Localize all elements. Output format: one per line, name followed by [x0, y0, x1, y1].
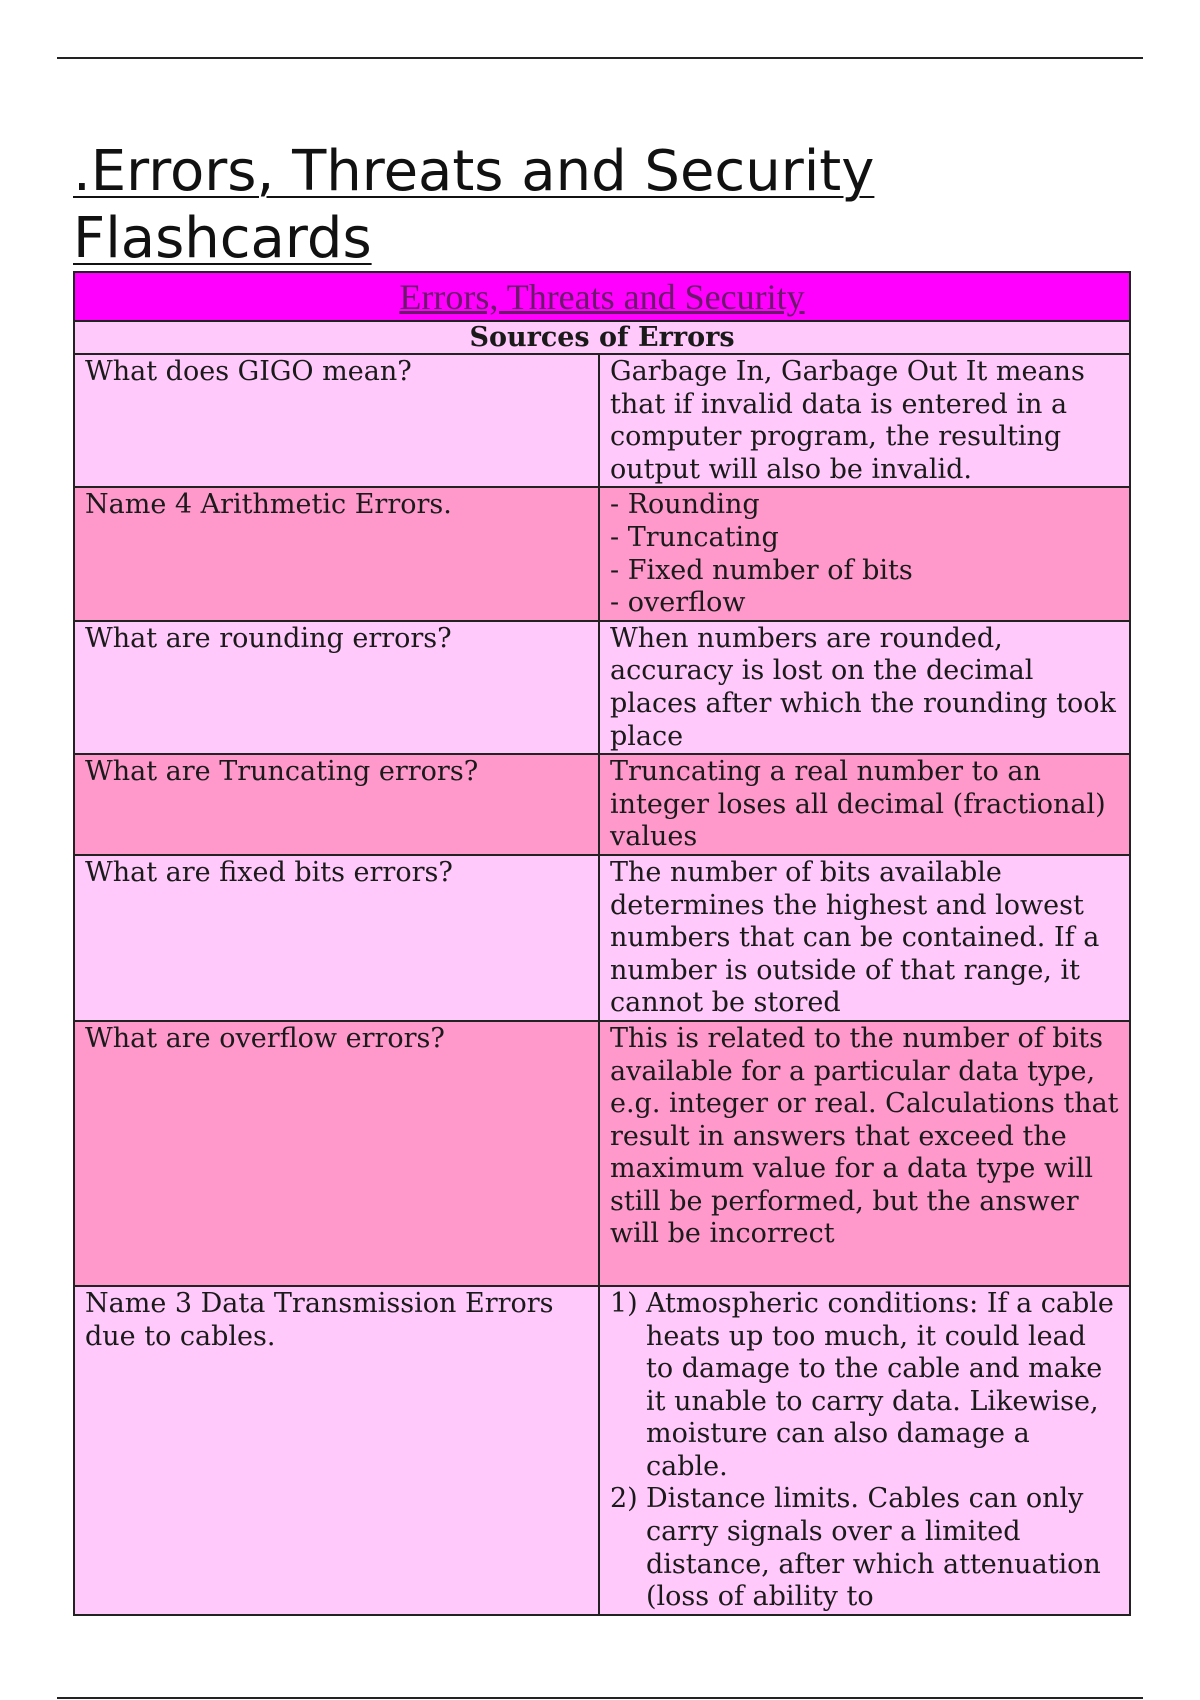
table-row — [74, 621, 1130, 754]
answer-list-item: - Rounding — [610, 489, 760, 521]
question-cell: What are Truncating errors? — [74, 754, 599, 855]
table-title: Errors, Threats and Security — [399, 276, 805, 317]
answer-cell: When numbers are rounded, accuracy is lost on the decimal places after which the rounding took place — [599, 621, 1130, 754]
answer-list-item — [610, 1483, 1119, 1613]
table-row — [74, 354, 1130, 487]
flashcard-table — [73, 271, 1131, 1616]
section-header: Sources of Errors — [74, 321, 1130, 354]
answer-cell — [599, 1286, 1130, 1615]
table-row — [74, 855, 1130, 1021]
list-number: 1) — [610, 1287, 638, 1319]
answer-cell: This is related to the number of bits available for a particular data type, e.g. integer or real. Calculations that result in answers that exceed the maximum value for a data type will still be performed, but the answer will be incorrect — [599, 1021, 1130, 1286]
table-title-row — [74, 272, 1130, 321]
question-cell: What are rounding errors? — [74, 621, 599, 754]
table-row — [74, 487, 1130, 620]
table-title-cell — [74, 272, 1130, 321]
answer-cell — [599, 487, 1130, 620]
page-title: .Errors, Threats and Security Flashcards — [73, 139, 875, 271]
question-cell: Name 4 Arithmetic Errors. — [74, 487, 599, 620]
answer-cell: Truncating a real number to an integer loses all decimal (fractional) values — [599, 754, 1130, 855]
answer-list-item — [610, 1288, 1119, 1484]
question-cell: What are fixed bits errors? — [74, 855, 599, 1021]
question-cell: What does GIGO mean? — [74, 354, 599, 487]
answer-cell: The number of bits available determines the highest and lowest numbers that can be contained. If a number is outside of that range, it cannot be stored — [599, 855, 1130, 1021]
header-rule — [57, 57, 1143, 59]
list-number: 2) — [610, 1483, 638, 1515]
answer-cell: Garbage In, Garbage Out It means that if invalid data is entered in a computer program, the resulting output will also be invalid. — [599, 354, 1130, 487]
footer-rule — [57, 1697, 1143, 1699]
question-cell: What are overflow errors? — [74, 1021, 599, 1286]
table-row — [74, 1021, 1130, 1286]
answer-list-item: - overflow — [610, 587, 746, 619]
section-header-row — [74, 321, 1130, 354]
answer-list-item: - Truncating — [610, 521, 779, 553]
table-row — [74, 1286, 1130, 1615]
list-text: Distance limits. Cables can only carry signals over a limited distance, after which attenuation (loss of ability to — [646, 1483, 1101, 1613]
table-row — [74, 754, 1130, 855]
list-text: Atmospheric conditions: If a cable heats up too much, it could lead to damage to the cable and make it unable to carry data. Likewise, moisture can also damage a cable. — [646, 1287, 1114, 1482]
answer-list-item: - Fixed number of bits — [610, 554, 913, 586]
answer-numbered-list — [610, 1288, 1119, 1614]
question-cell: Name 3 Data Transmission Errors due to cables. — [74, 1286, 599, 1615]
